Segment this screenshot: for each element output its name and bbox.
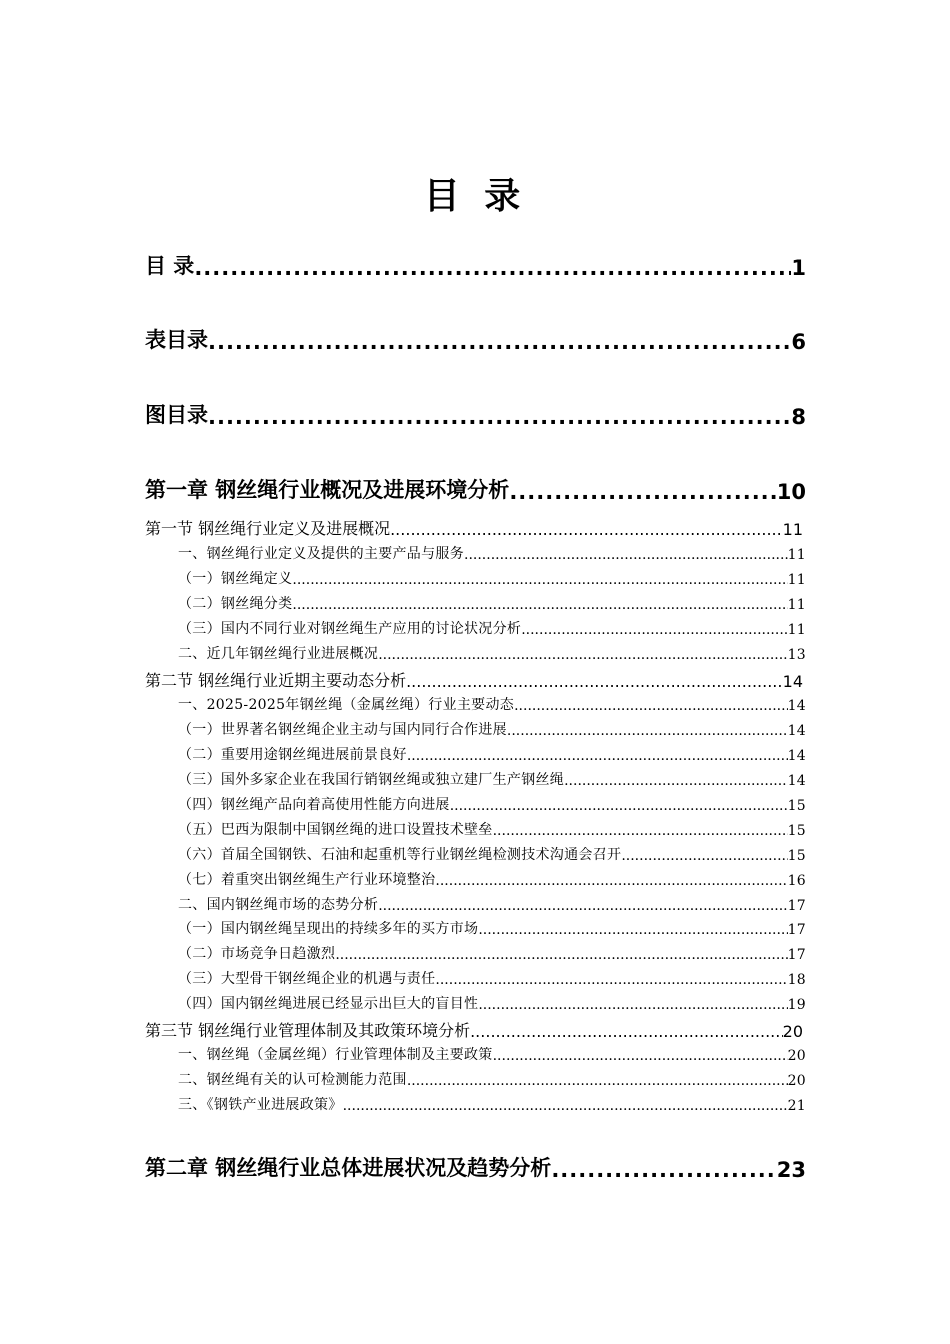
- toc-entry-label: （一）世界著名钢丝绳企业主动与国内同行合作进展: [178, 722, 507, 738]
- toc-entry-page: 17: [787, 922, 806, 938]
- toc-entry-subsection[interactable]: [178, 694, 806, 714]
- toc-entry-label: （六）首届全国钢铁、石油和起重机等行业钢丝绳检测技术沟通会召开: [178, 847, 622, 863]
- toc-entry-page: 15: [787, 848, 806, 864]
- toc-entry-page: 11: [787, 547, 806, 563]
- toc-entry-page: 1: [791, 256, 806, 280]
- toc-entry-label: 第三节 钢丝绳行业管理体制及其政策环境分析: [145, 1021, 471, 1040]
- toc-entry-label: 第一章 钢丝绳行业概况及进展环境分析: [145, 478, 510, 502]
- dot-leader: [292, 572, 787, 588]
- toc-entry-subsection[interactable]: [178, 1069, 806, 1089]
- dot-leader: [435, 972, 787, 988]
- toc-entry-label: （七）着重突出钢丝绳生产行业环境整治: [178, 872, 436, 888]
- toc-entry-subsection[interactable]: [178, 543, 806, 563]
- toc-entry-label: （二）市场竞争日趋激烈: [178, 946, 336, 962]
- dot-leader: [450, 798, 788, 814]
- toc-entry-page: 14: [787, 748, 806, 764]
- toc-entry-label: （四）国内钢丝绳进展已经显示出巨大的盲目性: [178, 996, 479, 1012]
- toc-entry-subsection[interactable]: [178, 894, 806, 914]
- toc-entry-label: 表目录: [145, 328, 208, 352]
- toc-entry-list-of-figures[interactable]: [145, 399, 806, 429]
- toc-entry-list-of-tables[interactable]: [145, 324, 806, 354]
- toc-entry-page: 13: [787, 647, 806, 663]
- toc-entry-label: 图目录: [145, 403, 208, 427]
- toc-entry-subsection[interactable]: [178, 643, 806, 663]
- toc-entry-page: 11: [787, 597, 806, 613]
- toc-entry-subsection[interactable]: [178, 618, 806, 638]
- toc-entry-page: 19: [787, 997, 806, 1013]
- toc-entry-label: 第二章 钢丝绳行业总体进展状况及趋势分析: [145, 1156, 552, 1180]
- toc-entry-subsection[interactable]: [178, 844, 806, 864]
- toc-entry-page: 20: [782, 1022, 803, 1041]
- dot-leader: [470, 1022, 783, 1041]
- toc-entry-label: （四）钢丝绳产品向着高使用性能方向进展: [178, 797, 450, 813]
- toc-entry-page: 14: [782, 672, 803, 691]
- toc-entry-subsection[interactable]: [178, 968, 806, 988]
- toc-entry-page: 8: [791, 405, 806, 429]
- toc-entry-page: 17: [787, 947, 806, 963]
- toc-entry-label: 一、钢丝绳行业定义及提供的主要产品与服务: [178, 546, 464, 562]
- toc-entry-label: 第二节 钢丝绳行业近期主要动态分析: [145, 671, 407, 690]
- toc-entry-page: 11: [782, 520, 803, 539]
- dot-leader: [407, 1073, 788, 1089]
- toc-entry-subsection[interactable]: [178, 819, 806, 839]
- toc-entry-subsection[interactable]: [178, 943, 806, 963]
- toc-entry-subsection[interactable]: [178, 993, 806, 1013]
- toc-entry-page: 18: [787, 972, 806, 988]
- dot-leader: [208, 405, 791, 429]
- toc-entry-label: 二、钢丝绳有关的认可检测能力范围: [178, 1072, 407, 1088]
- page-title: 目 录: [423, 176, 527, 217]
- toc-entry-label: 一、钢丝绳（金属丝绳）行业管理体制及主要政策: [178, 1047, 493, 1063]
- toc-entry-label: 第一节 钢丝绳行业定义及进展概况: [145, 519, 391, 538]
- toc-entry-page: 23: [776, 1158, 806, 1182]
- toc-entry-chapter[interactable]: [145, 474, 806, 504]
- dot-leader: [378, 647, 787, 663]
- toc-entry-label: （一）国内钢丝绳呈现出的持续多年的买方市场: [178, 921, 479, 937]
- toc-entry-subsection[interactable]: [178, 769, 806, 789]
- dot-leader: [194, 256, 791, 280]
- toc-entry-page: 11: [787, 622, 806, 638]
- dot-leader: [551, 1158, 776, 1182]
- dot-leader: [407, 748, 788, 764]
- toc-entry-page: 14: [787, 698, 806, 714]
- dot-leader: [406, 672, 783, 691]
- toc-entry-label: 二、国内钢丝绳市场的态势分析: [178, 897, 379, 913]
- toc-entry-subsection[interactable]: [178, 918, 806, 938]
- toc-entry-page: 21: [787, 1098, 806, 1114]
- toc-entry-page: 15: [787, 823, 806, 839]
- dot-leader: [335, 947, 787, 963]
- dot-leader: [435, 873, 787, 889]
- dot-leader: [464, 547, 788, 563]
- toc-entry-label: （三）国内不同行业对钢丝绳生产应用的讨论状况分析: [178, 621, 522, 637]
- toc-entry-subsection[interactable]: [178, 568, 806, 588]
- toc-entry-subsection[interactable]: [178, 593, 806, 613]
- toc-entry-page: 14: [787, 773, 806, 789]
- dot-leader: [343, 1098, 788, 1114]
- toc-entry-subsection[interactable]: [178, 1044, 806, 1064]
- toc-entry-label: （一）钢丝绳定义: [178, 571, 293, 587]
- toc-entry-page: 20: [787, 1048, 806, 1064]
- dot-leader: [521, 622, 787, 638]
- toc-entry-subsection[interactable]: [178, 869, 806, 889]
- dot-leader: [509, 480, 776, 504]
- toc-entry-label: 三、《钢铁产业进展政策》: [178, 1097, 343, 1113]
- toc-entry-label: 一、2025-2025年钢丝绳（金属丝绳）行业主要动态: [178, 697, 515, 713]
- dot-leader: [564, 773, 787, 789]
- dot-leader: [478, 997, 787, 1013]
- toc-entry-contents[interactable]: [145, 250, 806, 280]
- toc-entry-label: （二）钢丝绳分类: [178, 596, 293, 612]
- toc-entry-subsection[interactable]: [178, 1094, 806, 1114]
- toc-entry-label: （五）巴西为限制中国钢丝绳的进口设置技术壁垒: [178, 822, 493, 838]
- toc-entry-chapter[interactable]: [145, 1152, 806, 1182]
- toc-entry-page: 20: [787, 1073, 806, 1089]
- dot-leader: [493, 1048, 788, 1064]
- toc-entry-label: 二、近几年钢丝绳行业进展概况: [178, 646, 379, 662]
- dot-leader: [378, 898, 787, 914]
- toc-entry-section[interactable]: [145, 1019, 803, 1041]
- toc-entry-page: 10: [776, 480, 806, 504]
- toc-entry-page: 16: [787, 873, 806, 889]
- dot-leader: [292, 597, 787, 613]
- dot-leader: [507, 723, 788, 739]
- toc-entry-page: 17: [787, 898, 806, 914]
- toc-entry-subsection[interactable]: [178, 794, 806, 814]
- toc-entry-subsection[interactable]: [178, 719, 806, 739]
- toc-entry-section[interactable]: [145, 669, 803, 691]
- toc-entry-label: （二）重要用途钢丝绳进展前景良好: [178, 747, 407, 763]
- toc-entry-page: 11: [787, 572, 806, 588]
- toc-entry-label: 目 录: [145, 254, 195, 278]
- dot-leader: [390, 520, 783, 539]
- dot-leader: [208, 330, 791, 354]
- toc-entry-page: 15: [787, 798, 806, 814]
- toc-entry-label: （三）国外多家企业在我国行销钢丝绳或独立建厂生产钢丝绳: [178, 772, 565, 788]
- dot-leader: [514, 698, 787, 714]
- toc-entry-section[interactable]: [145, 517, 803, 539]
- dot-leader: [493, 823, 788, 839]
- toc-entry-page: 6: [791, 330, 806, 354]
- toc-entry-subsection[interactable]: [178, 744, 806, 764]
- dot-leader: [478, 922, 787, 938]
- toc-entry-page: 14: [787, 723, 806, 739]
- toc-entry-label: （三）大型骨干钢丝绳企业的机遇与责任: [178, 971, 436, 987]
- dot-leader: [621, 848, 787, 864]
